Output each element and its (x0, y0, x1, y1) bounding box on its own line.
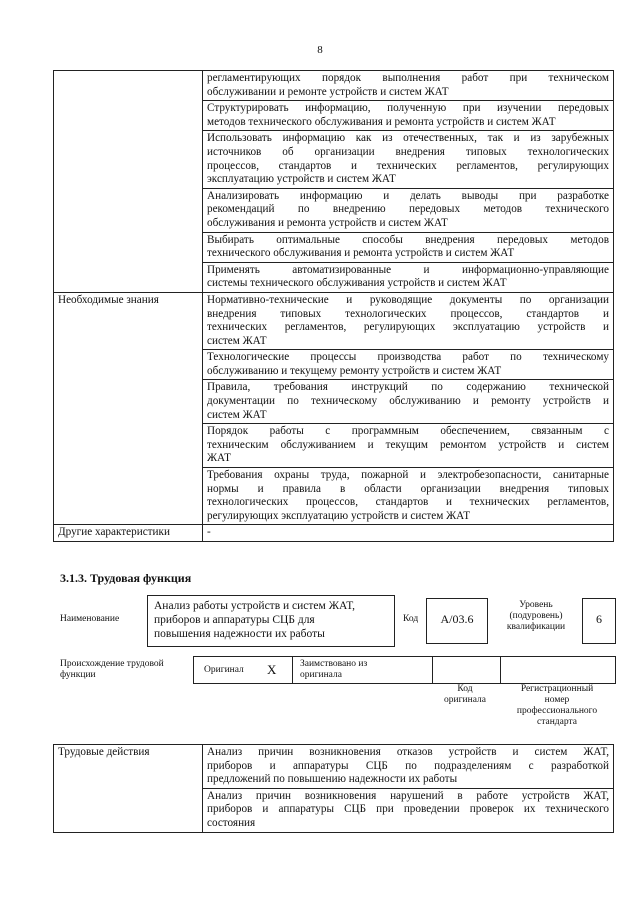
text-line: техническим обслуживанием и текущим ремонтом устройств и систем (207, 438, 609, 451)
text-line: приборов и аппаратуры СЦБ при проведении проверок их технического (207, 803, 609, 816)
text-line: процессов, стандартов и технических регламентов, регулирующих (207, 159, 609, 172)
text-line: ЖАТ (207, 452, 231, 465)
page-number: 8 (317, 44, 323, 56)
text-line: Анализ причин возникновения отказов устройств и систем ЖАТ, (207, 746, 609, 758)
function-name-line: Анализ работы устройств и систем ЖАТ, (154, 600, 356, 612)
text-line: рекомендаций по внедрению передовых методов технического (207, 203, 609, 216)
text-line: системы технического обслуживания устройств и систем ЖАТ (207, 277, 507, 290)
text-line: регламентирующих порядок выполнения работ при техническом (207, 72, 609, 84)
text-line: технологических процессов, стандартов и технических регламентов, (207, 496, 609, 509)
row-content (203, 131, 614, 188)
text-line: Использовать информацию как из отечественных, так и из зарубежных (207, 132, 609, 145)
code-value: A/03.6 (440, 612, 474, 626)
text-line: Правила, требования инструкций по содержанию технической (207, 381, 609, 394)
code-original-caption: Код оригинала (444, 684, 486, 705)
text-line: обслуживанию и текущему ремонту устройств и систем ЖАТ (207, 364, 502, 377)
text-line: приборов и аппаратуры СЦБ по подразделениям с разработкой (207, 759, 609, 772)
original-checkmark: X (267, 662, 277, 677)
origin-label: Происхождение трудовой функции (60, 659, 164, 680)
text-line: предложений по повышению надежности их работы (207, 773, 458, 786)
text-line: методов технического обслуживания и ремонта устройств и систем ЖАТ (207, 115, 556, 128)
function-name-box (147, 595, 395, 647)
text-line: обслуживания и ремонта устройств и систем ЖАТ (207, 216, 448, 229)
text-line: Применять автоматизированные и информационно-управляющие (207, 263, 609, 276)
function-name-line: повышения надежности их работы (154, 628, 325, 640)
row-label: Трудовые действия (54, 745, 203, 833)
text-line: регулирующих эксплуатацию устройств и систем ЖАТ (207, 509, 471, 522)
text-line: Выбирать оптимальные способы внедрения передовых методов (207, 233, 609, 246)
text-line: внедрения типовых технологических процессов, стандартов и (207, 307, 609, 320)
table-row (54, 525, 614, 542)
origin-row (193, 656, 616, 684)
code-box (426, 598, 488, 644)
name-label: Наименование (60, 614, 120, 624)
row-content (203, 232, 614, 262)
qualification-level-box (582, 598, 616, 644)
text-line: Структурировать информацию, полученную при изучении передовых (207, 102, 609, 115)
text-line: систем ЖАТ (207, 334, 267, 347)
row-content (203, 262, 614, 292)
text-line: технического обслуживания и ремонта устройств и систем ЖАТ (207, 247, 515, 260)
row-content (203, 101, 614, 131)
text-line: - (207, 526, 211, 539)
text-line: эксплуатацию устройств и систем ЖАТ (207, 173, 396, 186)
row-content (203, 468, 614, 525)
borrowed-label: Заимствовано из оригинала (300, 659, 368, 680)
table-row (54, 292, 614, 349)
text-line: технических регламентов, регулирующих эксплуатацию устройств и (207, 321, 609, 334)
function-name-line: приборов и аппаратуры СЦБ для (154, 614, 315, 626)
table-row (54, 745, 614, 789)
row-content (203, 525, 614, 542)
table-row (54, 71, 614, 101)
text-line: обслуживании и ремонте устройств и систем ЖАТ (207, 85, 449, 98)
registration-number-caption: Регистрационный номер профессионального стандарта (516, 684, 598, 727)
text-line: Технологические процессы производства работ по техническому (207, 351, 609, 364)
text-line: источников об организации внедрения типовых технологических (207, 145, 609, 158)
skills-knowledge-table (53, 70, 614, 542)
row-content (203, 380, 614, 424)
text-line: Анализировать информацию и делать выводы при разработке (207, 189, 609, 202)
text-line: состояния (207, 816, 256, 829)
qualification-level-value: 6 (596, 612, 602, 626)
text-line: нормы и правила в области организации внедрения типовых (207, 482, 609, 495)
original-label: Оригинал (204, 665, 244, 675)
code-label: Код (403, 614, 419, 624)
row-label: Другие характеристики (54, 525, 203, 542)
text-line: документации по техническому обслуживанию и ремонту устройств и (207, 395, 609, 408)
row-content (203, 745, 614, 789)
row-content (203, 424, 614, 468)
row-content (203, 350, 614, 380)
text-line: Анализ причин возникновения нарушений в работе устройств ЖАТ, (207, 789, 609, 802)
row-content (203, 292, 614, 349)
row-label: Необходимые знания (54, 292, 203, 525)
section-heading: 3.1.3. Трудовая функция (60, 571, 192, 585)
labor-actions-table (53, 744, 614, 833)
row-content (203, 71, 614, 101)
text-line: систем ЖАТ (207, 408, 267, 421)
row-content (203, 788, 614, 832)
row-content (203, 188, 614, 232)
text-line: Нормативно-технические и руководящие документы по организации (207, 293, 609, 306)
text-line: Порядок работы с программным обеспечением, связанным с (207, 425, 609, 438)
qualification-level-label: Уровень (подуровень) квалификации (506, 600, 566, 632)
row-label (54, 71, 203, 293)
text-line: Требования охраны труда, пожарной и электробезопасности, санитарные (207, 469, 609, 482)
